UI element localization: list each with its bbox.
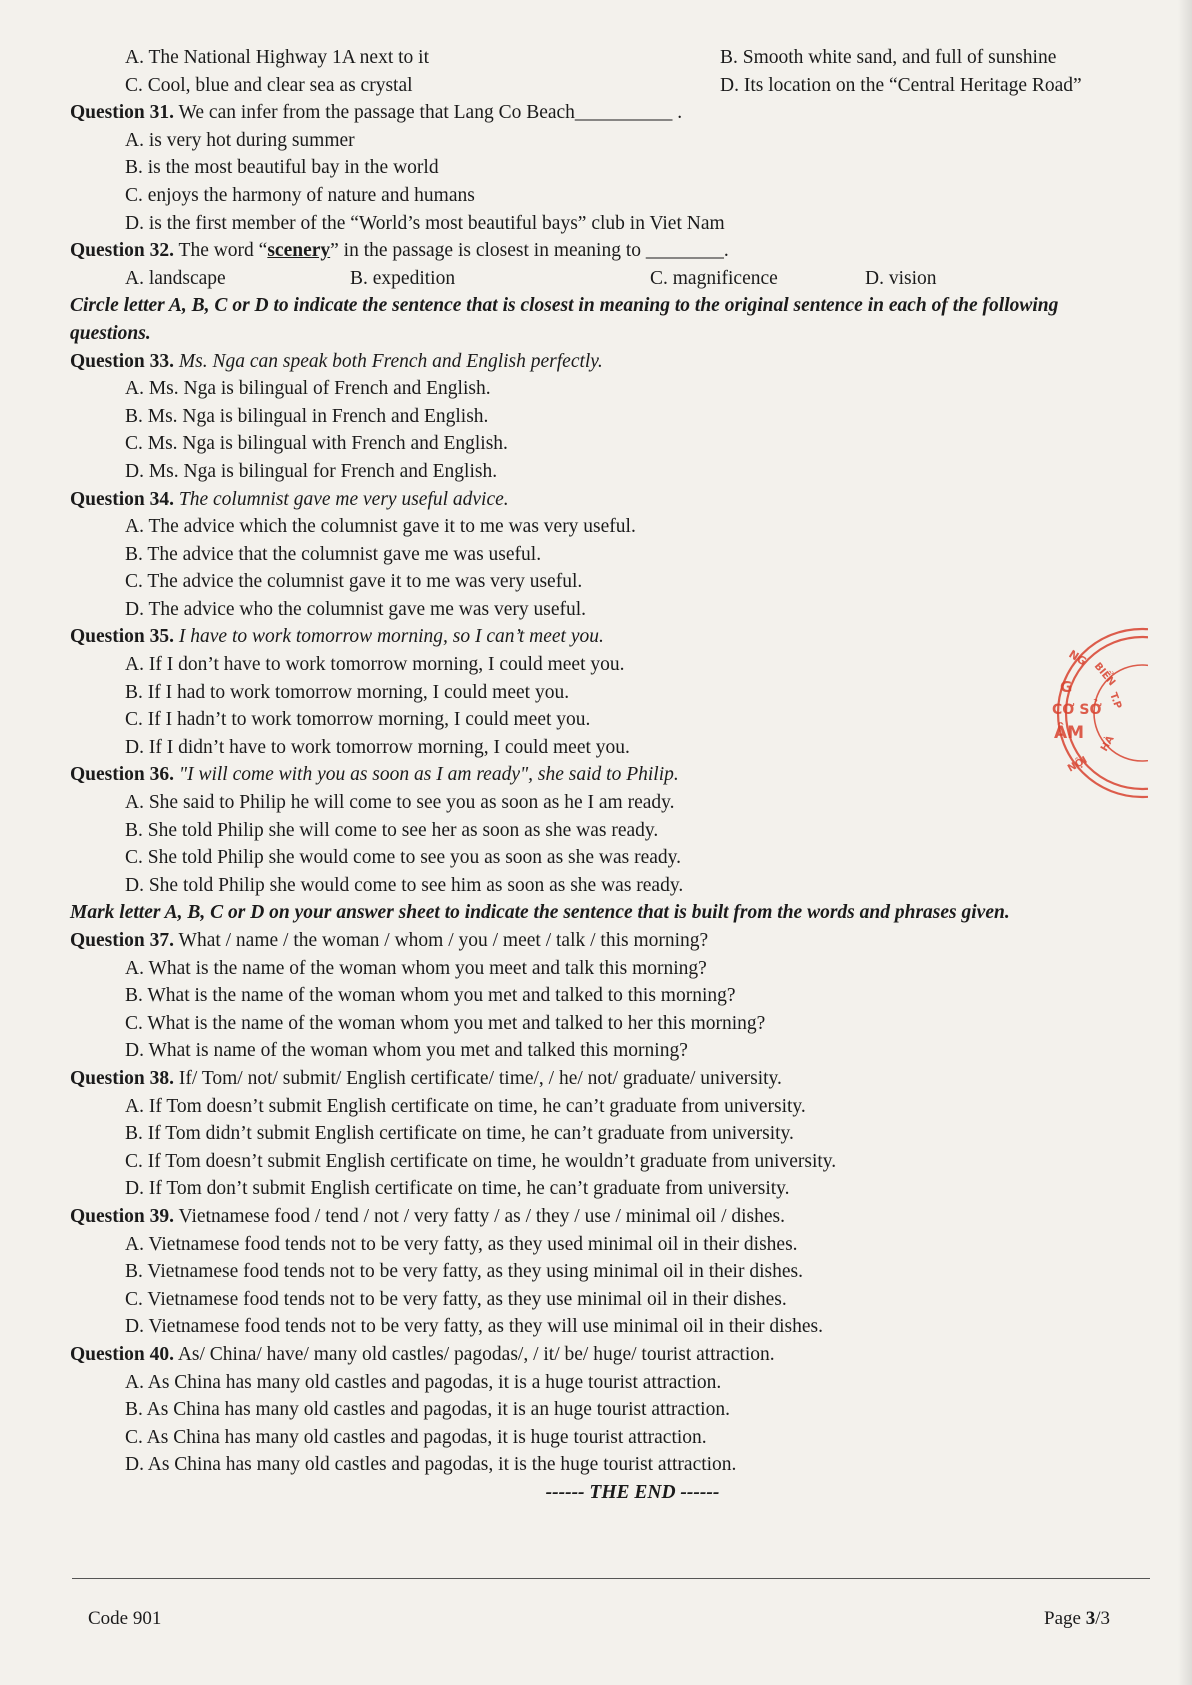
q34-option-c: C. The advice the columnist gave it to me was very useful. [125, 571, 583, 593]
question-label: Question 31. [70, 102, 175, 124]
q33-option-a: A. Ms. Nga is bilingual of French and English. [125, 378, 491, 400]
page-number-total: /3 [1095, 1608, 1110, 1629]
the-end-marker: ------ THE END ------ [545, 1481, 720, 1503]
section-instruction: Mark letter A, B, C or D on your answer sheet to indicate the sentence that is built from the words and phrases given. [70, 902, 1010, 924]
stamp-line-2: CƠ SỞ [1052, 702, 1102, 718]
q33-option-b: B. Ms. Nga is bilingual in French and English. [125, 405, 489, 427]
footer-divider [72, 1578, 1150, 1579]
question-38 [70, 1065, 1130, 1093]
q37-option-a: A. What is the name of the woman whom you meet and talk this morning? [125, 957, 707, 979]
q38-option-d: D. If Tom don’t submit English certificate on time, he can’t graduate from university. [125, 1178, 790, 1200]
q35-option-d: D. If I didn’t have to work tomorrow morning, I could meet you. [125, 736, 630, 758]
q30-option-b: B. Smooth white sand, and full of sunshine [720, 47, 1057, 68]
q40-option-c: C. As China has many old castles and pagodas, it is huge tourist attraction. [125, 1426, 707, 1448]
q30-option-a: A. The National Highway 1A next to it [125, 47, 430, 68]
question-stem-pre: The word “ [174, 240, 268, 262]
q30-option-c: C. Cool, blue and clear sea as crystal [125, 74, 413, 96]
q33-option-c: C. Ms. Nga is bilingual with French and English. [125, 433, 508, 455]
q32-option-d: D. vision [865, 267, 937, 289]
red-stamp-seal [1030, 622, 1148, 804]
q36-option-b: B. She told Philip she will come to see her as soon as she was ready. [125, 819, 659, 841]
q32-option-a: A. landscape [125, 267, 226, 289]
q30-option-d: D. Its location on the “Central Heritage Road” [720, 74, 1082, 96]
q40-option-d: D. As China has many old castles and pagodas, it is the huge tourist attraction. [125, 1454, 737, 1476]
scan-edge-shadow [1178, 0, 1192, 1685]
q30-options-row-1 [70, 44, 1130, 72]
q30-options-row-2 [70, 72, 1130, 100]
question-label: Question 36. [70, 764, 175, 786]
q34-option-d: D. The advice who the columnist gave me was very useful. [125, 598, 587, 620]
question-label: Question 37. [70, 930, 175, 951]
question-32 [70, 237, 1130, 265]
svg-text:BIỂN: BIỂN [1091, 660, 1118, 689]
svg-text:T.P: T.P [1107, 691, 1124, 711]
q36-option-a: A. She said to Philip he will come to see you as soon as he I am ready. [125, 792, 675, 814]
q40-option-a: A. As China has many old castles and pagodas, it is a huge tourist attraction. [125, 1371, 722, 1393]
exam-code: Code 901 [88, 1608, 162, 1629]
question-36 [70, 761, 1130, 789]
question-label: Question 34. [70, 488, 175, 510]
question-label: Question 39. [70, 1205, 175, 1227]
q35-option-c: C. If I hadn’t to work tomorrow morning, I could meet you. [125, 709, 591, 731]
question-stem: I have to work tomorrow morning, so I can’t meet you. [174, 626, 604, 648]
svg-text:HÀ: HÀ [1099, 734, 1117, 754]
q32-option-c: C. magnificence [650, 267, 778, 289]
stamp-line-3: ÂM [1054, 723, 1085, 743]
page-number [1044, 1608, 1110, 1630]
question-34 [70, 486, 1130, 514]
q34-option-a: A. The advice which the columnist gave it to me was very useful. [125, 516, 636, 538]
q31-option-d: D. is the first member of the “World’s most beautiful bays” club in Viet Nam [125, 212, 725, 234]
question-33 [70, 348, 1130, 376]
q37-option-c: C. What is the name of the woman whom you met and talked to her this morning? [125, 1012, 766, 1034]
page-number-current: 3 [1085, 1608, 1096, 1629]
q38-option-b: B. If Tom didn’t submit English certificate on time, he can’t graduate from university. [125, 1123, 794, 1145]
question-label: Question 38. [70, 1067, 175, 1089]
question-stem: If/ Tom/ not/ submit/ English certificate/ time/, / he/ not/ graduate/ university. [174, 1067, 782, 1089]
question-label: Question 33. [70, 350, 175, 372]
question-40 [70, 1341, 1130, 1369]
question-label: Question 40. [70, 1343, 175, 1365]
q36-option-c: C. She told Philip she would come to see you as soon as she was ready. [125, 847, 682, 869]
q39-option-d: D. Vietnamese food tends not to be very fatty, as they will use minimal oil in their dishes. [125, 1316, 823, 1338]
page-number-prefix: Page [1044, 1608, 1086, 1629]
q32-options [70, 265, 1130, 293]
question-label: Question 32. [70, 240, 175, 262]
q35-option-a: A. If I don’t have to work tomorrow morning, I could meet you. [125, 654, 625, 676]
q37-option-d: D. What is name of the woman whom you met and talked this morning? [125, 1040, 688, 1062]
stamp-line-1: G [1060, 678, 1073, 696]
question-stem: What / name / the woman / whom / you / meet / talk / this morning? [174, 930, 709, 951]
keyword-scenery: scenery [267, 240, 331, 262]
question-stem: The columnist gave me very useful advice. [174, 488, 509, 510]
question-stem: As/ China/ have/ many old castles/ pagodas/, / it/ be/ huge/ tourist attraction. [174, 1343, 775, 1365]
question-stem: Ms. Nga can speak both French and English perfectly. [174, 350, 603, 372]
q31-option-b: B. is the most beautiful bay in the world [125, 157, 439, 179]
section-instruction: Circle letter A, B, C or D to indicate the sentence that is closest in meaning to the original sentence in each of the following questions. [70, 295, 1059, 344]
question-label: Question 35. [70, 626, 175, 648]
q38-option-a: A. If Tom doesn’t submit English certificate on time, he can’t graduate from university. [125, 1095, 806, 1117]
q39-option-c: C. Vietnamese food tends not to be very fatty, as they use minimal oil in their dishes. [125, 1288, 787, 1310]
q31-option-a: A. is very hot during summer [125, 129, 355, 151]
question-37 [70, 927, 1130, 955]
question-35 [70, 623, 1130, 651]
question-39 [70, 1203, 1130, 1231]
q39-option-b: B. Vietnamese food tends not to be very fatty, as they using minimal oil in their dishes. [125, 1261, 803, 1283]
svg-text:NỘI: NỘI [1066, 754, 1090, 775]
exam-content [70, 44, 1130, 1506]
question-stem: We can infer from the passage that Lang Co Beach__________ . [174, 102, 683, 124]
q35-option-b: B. If I had to work tomorrow morning, I could meet you. [125, 681, 570, 703]
q39-option-a: A. Vietnamese food tends not to be very fatty, as they used minimal oil in their dishes. [125, 1233, 798, 1255]
question-31 [70, 99, 1130, 127]
svg-text:NG: NG [1066, 647, 1089, 669]
q34-option-b: B. The advice that the columnist gave me was useful. [125, 543, 542, 565]
q32-option-b: B. expedition [350, 267, 456, 289]
question-stem: "I will come with you as soon as I am ready", she said to Philip. [174, 764, 679, 786]
q40-option-b: B. As China has many old castles and pagodas, it is an huge tourist attraction. [125, 1399, 730, 1421]
q33-option-d: D. Ms. Nga is bilingual for French and English. [125, 460, 498, 482]
question-stem: Vietnamese food / tend / not / very fatty / as / they / use / minimal oil / dishes. [174, 1205, 786, 1227]
question-stem-post: ” in the passage is closest in meaning to ________. [330, 240, 729, 262]
q37-option-b: B. What is the name of the woman whom you met and talked to this morning? [125, 985, 736, 1007]
q38-option-c: C. If Tom doesn’t submit English certificate on time, he wouldn’t graduate from university. [125, 1150, 837, 1172]
q31-option-c: C. enjoys the harmony of nature and humans [125, 184, 475, 206]
q36-option-d: D. She told Philip she would come to see him as soon as she was ready. [125, 874, 684, 896]
